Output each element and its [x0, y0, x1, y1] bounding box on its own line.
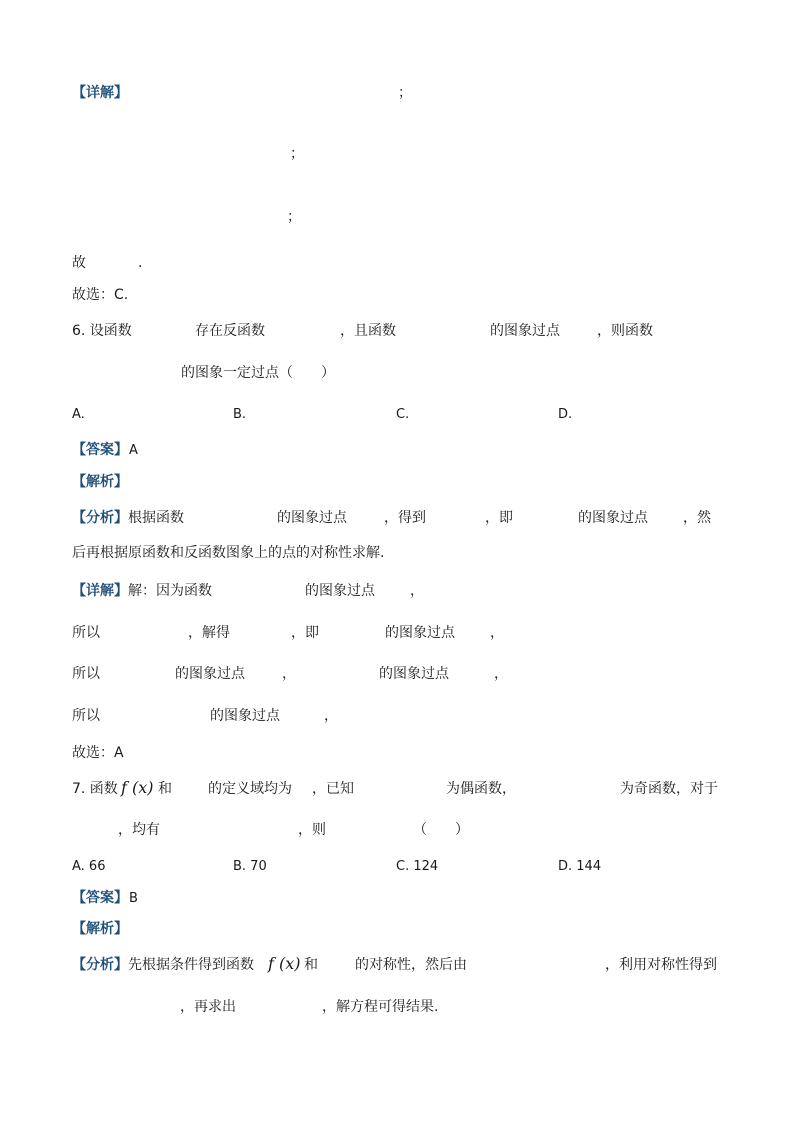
q6-text: 存在反函数 [195, 323, 265, 339]
conclusion-label: 故 [72, 255, 86, 271]
detail-text: ， [324, 708, 338, 724]
answer-tag: 【答案】 [72, 442, 128, 458]
fenxi-text: ，再求出 [180, 999, 236, 1015]
detail-text: 解：因为函数 [128, 583, 212, 599]
detail-tag: 【详解】 [72, 85, 128, 101]
q6-text: 的图象一定过点（ ） [181, 365, 335, 381]
q7-option-b: B. 70 [233, 859, 267, 874]
semicolon: ； [290, 146, 304, 162]
detail-text: ， [410, 583, 424, 599]
semicolon: ； [287, 209, 301, 225]
q7-text: 和 [158, 781, 172, 797]
detail-tag: 【详解】 [72, 583, 128, 599]
q7-text: ，已知 [312, 781, 354, 797]
q7-option-a: A. 66 [72, 859, 106, 874]
detail-text: ，解得 [188, 625, 230, 641]
fenxi-tag: 【分析】 [72, 957, 128, 973]
fenxi-text: 的图象过点 [277, 510, 347, 526]
fenxi-text: ，然 [683, 510, 711, 526]
q7-option-d: D. 144 [558, 859, 602, 874]
choice-result: 故选：A [72, 745, 124, 761]
detail-text: 的图象过点 [379, 666, 449, 682]
q6-option-b: B. [233, 407, 247, 422]
detail-text: 的图象过点 [305, 583, 375, 599]
conclusion-period: . [138, 255, 143, 271]
detail-text: ， [494, 666, 508, 682]
q7-text: 为奇函数，对于 [620, 781, 718, 797]
answer-tag: 【答案】 [72, 890, 128, 906]
q6-text: ，则函数 [597, 323, 653, 339]
fenxi-text: 根据函数 [128, 510, 184, 526]
detail-text: 所以 [72, 666, 100, 682]
fenxi-text: 和 [304, 957, 318, 973]
fenxi-text: 的对称性，然后由 [355, 957, 467, 973]
detail-text: ，即 [291, 625, 319, 641]
detail-text: ， [490, 625, 504, 641]
fenxi-text: ，利用对称性得到 [605, 957, 717, 973]
detail-text: 所以 [72, 625, 100, 641]
detail-text: ， [282, 666, 296, 682]
q6-number: 6. 设函数 [72, 323, 132, 339]
q7-text: ，均有 [118, 822, 160, 838]
detail-text: 所以 [72, 708, 100, 724]
detail-text: 的图象过点 [385, 625, 455, 641]
detail-text: 的图象过点 [210, 708, 280, 724]
answer-value: B [129, 891, 138, 906]
detail-text: 的图象过点 [175, 666, 245, 682]
fenxi-text: 先根据条件得到函数 [128, 957, 254, 973]
answer-value: A [129, 443, 138, 458]
q6-option-a: A. [72, 407, 85, 422]
fenxi-tag: 【分析】 [72, 510, 128, 526]
q7-math-fx: f (x) [121, 778, 154, 797]
q6-option-d: D. [558, 407, 573, 422]
q7-text: （ ） [413, 822, 469, 838]
analysis-tag: 【解析】 [72, 474, 128, 490]
q7-number: 7. 函数 [72, 781, 118, 797]
fenxi-text: ，解方程可得结果. [322, 999, 439, 1015]
q7-text: 为偶函数， [446, 781, 516, 797]
q6-option-c: C. [396, 407, 410, 422]
choice-result: 故选：C. [72, 287, 129, 303]
fenxi-math-fx: f (x) [268, 954, 301, 973]
fenxi-text: ，得到 [384, 510, 426, 526]
semicolon: ； [398, 85, 412, 101]
q6-text: 的图象过点 [490, 323, 560, 339]
analysis-tag: 【解析】 [72, 921, 128, 937]
q6-text: ，且函数 [340, 323, 396, 339]
q7-text: ，则 [298, 822, 326, 838]
q7-text: 的定义域均为 [208, 781, 292, 797]
q7-option-c: C. 124 [396, 859, 439, 874]
fenxi-text: 后再根据原函数和反函数图象上的点的对称性求解. [72, 545, 385, 561]
fenxi-text: 的图象过点 [578, 510, 648, 526]
fenxi-text: ，即 [485, 510, 513, 526]
